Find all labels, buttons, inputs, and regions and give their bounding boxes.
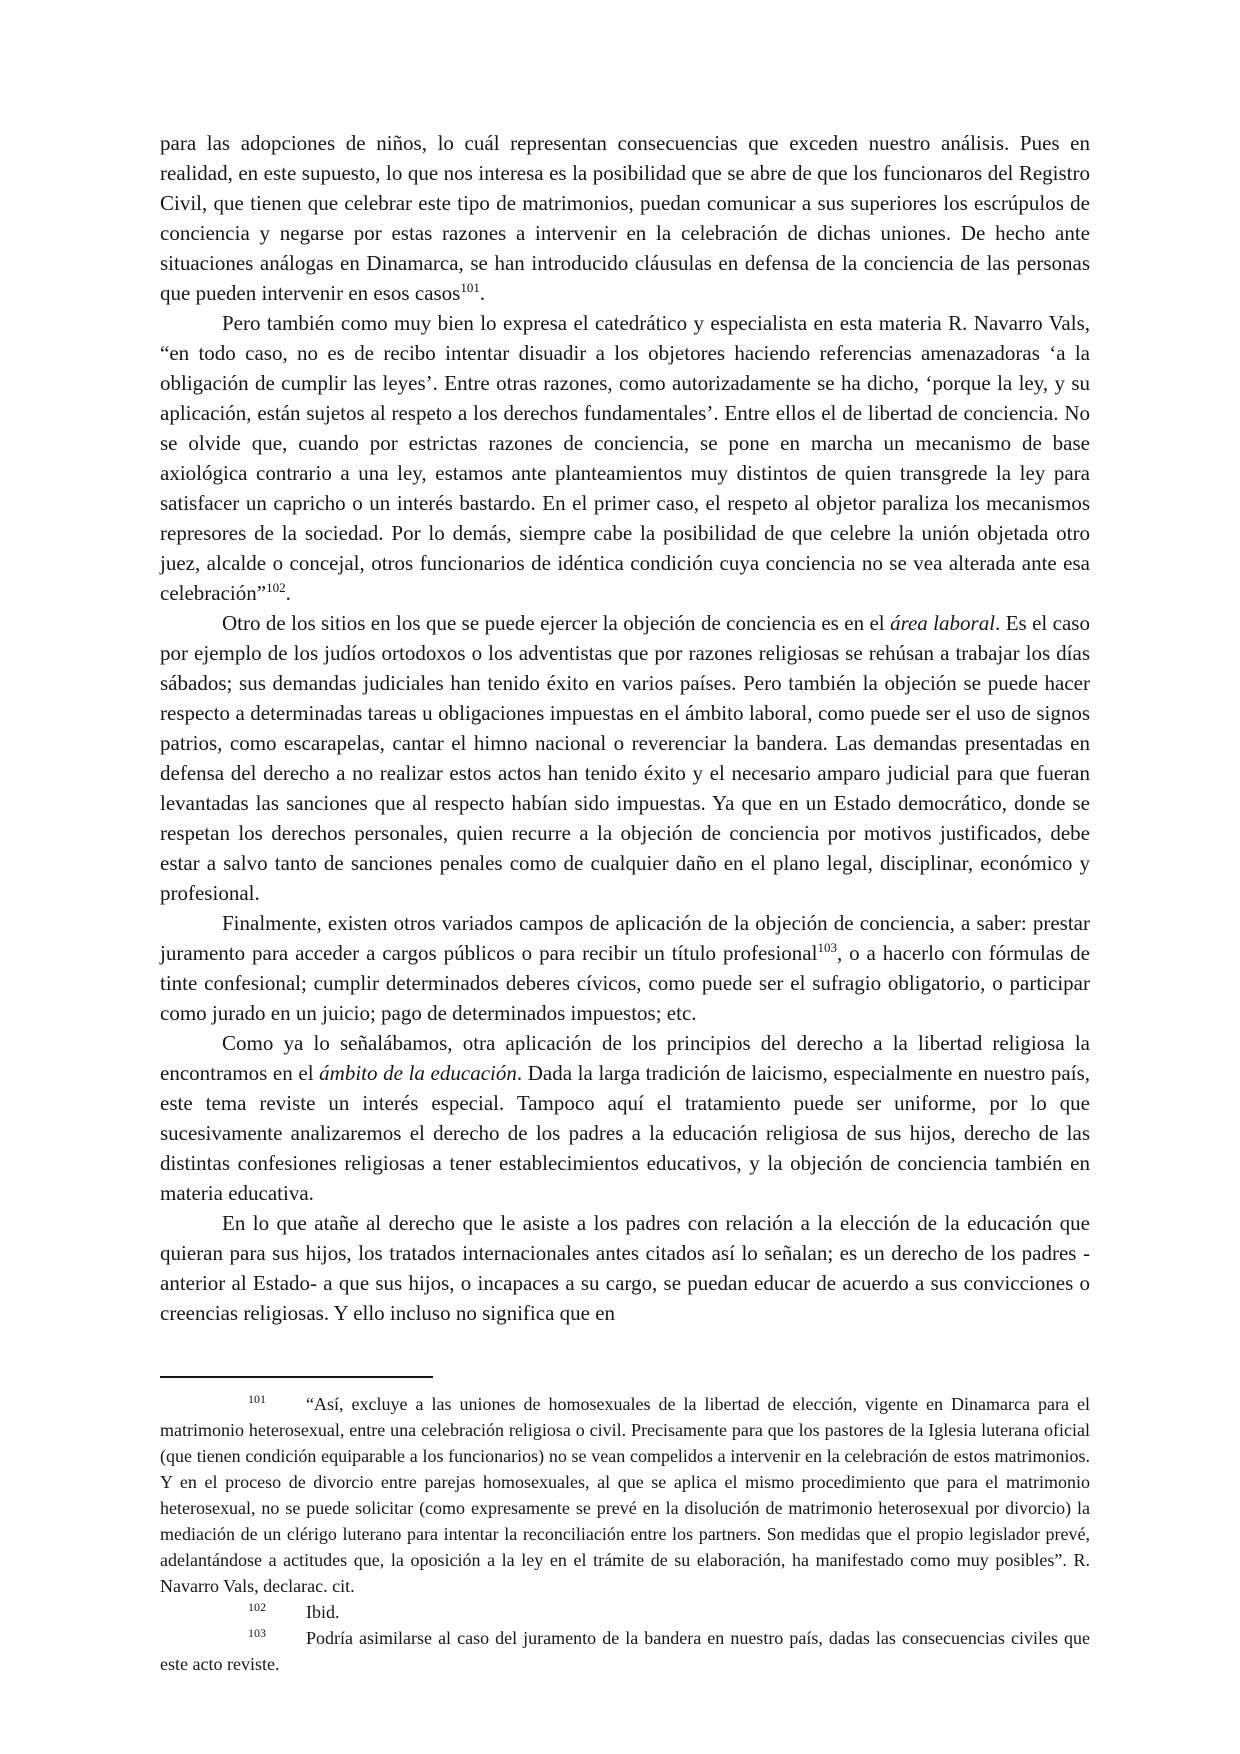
text-run: . Dada la larga tradición de laicismo, especialmente en nuestro país, este tema reviste un interés especial. Tampoco aquí el tratamiento puede ser uniforme, por lo que sucesivamente analizaremos el derecho de los padres a la educación religiosa de sus hijos, derecho de las distintas confesiones religiosas a tener establecimientos educativos, y la objeción de conciencia también en materia educativa. bbox=[160, 1061, 1090, 1205]
text-run: , o a hacerlo con fórmulas de tinte confesional; cumplir determinados deberes cívicos, como puede ser el sufragio obligatorio, o participar como jurado en un juicio; pago de determinados impuestos; etc. bbox=[160, 941, 1090, 1025]
paragraph bbox=[160, 908, 1090, 1028]
paragraph bbox=[160, 308, 1090, 608]
text-run: . Es el caso por ejemplo de los judíos ortodoxos o los adventistas que por razones religiosas se rehúsan a trabajar los días sábados; sus demandas judiciales han tenido éxito en varios países. Pero también la objeción se puede hacer respecto a determinadas tareas u obligaciones impuestas en el ámbito laboral, como puede ser el uso de signos patrios, como escarapelas, cantar el himno nacional o reverenciar la bandera. Las demandas presentadas en defensa del derecho a no realizar estos actos han tenido éxito y el necesario amparo judicial para que fueran levantadas las sanciones que al respecto habían sido impuestas. Ya que en un Estado democrático, donde se respetan los derechos personales, quien recurre a la objeción de conciencia por motivos justificados, debe estar a salvo tanto de sanciones penales como de cualquier daño en el plano legal, disciplinar, económico y profesional. bbox=[160, 611, 1090, 905]
text-run: En lo que atañe al derecho que le asiste a los padres con relación a la elección de la educación que quieran para sus hijos, los tratados internacionales antes citados así lo señalan; es un derecho de los padres -anterior al Estado- a que sus hijos, o incapaces a su cargo, se puedan educar de acuerdo a sus convicciones o creencias religiosas. Y ello incluso no significa que en bbox=[160, 1211, 1090, 1325]
paragraph bbox=[160, 1028, 1090, 1208]
text-run: Pero también como muy bien lo expresa el catedrático y especialista en esta materia R. Navarro Vals, “en todo caso, no es de recibo intentar disuadir a los objetores haciendo referencias amenazadoras ‘a la obligación de cumplir las leyes’. Entre otras razones, como autorizadamente se ha dicho, ‘porque la ley, y su aplicación, están sujetos al respeto a los derechos fundamentales’. Entre ellos el de libertad de conciencia. No se olvide que, cuando por estrictas razones de conciencia, se pone en marcha un mecanismo de base axiológica contrario a una ley, estamos ante planteamientos muy distintos de quien transgrede la ley para satisfacer un capricho o un interés bastardo. En el primer caso, el respeto al objetor paraliza los mecanismos represores de la sociedad. Por lo demás, siempre cabe la posibilidad de que celebre la unión objetada otro juez, alcalde o concejal, otros funcionarios de idéntica condición cuya conciencia no se vea alterada ante esa celebración” bbox=[160, 311, 1090, 605]
text-run: Finalmente, existen otros variados campos de aplicación de la objeción de conciencia, a saber: prestar juramento para acceder a cargos públicos o para recibir un título profesional bbox=[160, 911, 1090, 965]
footnote-number: 101 bbox=[248, 1392, 266, 1406]
footnote-separator bbox=[160, 1376, 433, 1378]
paragraph bbox=[160, 128, 1090, 308]
text-run: Podría asimilarse al caso del juramento de la bandera en nuestro país, dadas las consecuencias civiles que este acto reviste. bbox=[160, 1628, 1090, 1674]
body-text bbox=[160, 128, 1090, 1328]
footnote bbox=[160, 1391, 1090, 1599]
text-run: . bbox=[285, 581, 291, 605]
paragraph bbox=[160, 608, 1090, 908]
footnote-number: 102 bbox=[248, 1600, 266, 1614]
italic-text: área laboral bbox=[890, 611, 996, 635]
footnote bbox=[160, 1625, 1090, 1677]
text-run: “Así, excluye a las uniones de homosexuales de la libertad de elección, vigente en Dinamarca para el matrimonio heterosexual, entre una celebración religiosa o civil. Precisamente para que los pastores de la Iglesia luterana oficial (que tienen condición equiparable a los funcionarios) no se vean compelidos a intervenir en la celebración de estos matrimonios. Y en el proceso de divorcio entre parejas homosexuales, al que se aplica el mismo procedimiento que para el matrimonio heterosexual, no se puede solicitar (como expresamente se prevé en la disolución de matrimonio heterosexual por divorcio) la mediación de un clérigo luterano para intentar la reconciliación entre los partners. Son medidas que el propio legislador prevé, adelantándose a actitudes que, la oposición a la ley en el trámite de su elaboración, ha manifestado como muy posibles”. R. Navarro Vals, declarac. cit. bbox=[160, 1394, 1090, 1596]
footnote-number: 103 bbox=[248, 1626, 266, 1640]
italic-text: ámbito de la educación bbox=[319, 1061, 517, 1085]
text-run: Como ya lo señalábamos, otra aplicación de los principios del derecho a la libertad religiosa la encontramos en el bbox=[160, 1031, 1090, 1085]
footnote bbox=[160, 1599, 1090, 1625]
text-run: Ibid. bbox=[306, 1602, 340, 1622]
footnote-ref: 103 bbox=[817, 940, 837, 955]
footnotes-section bbox=[160, 1391, 1090, 1677]
text-run: . bbox=[479, 281, 486, 305]
text-run: para las adopciones de niños, lo cuál representan consecuencias que exceden nuestro análisis. Pues en realidad, en este supuesto, lo que nos interesa es la posibilidad que se abre de que los funcionaros del Registro Civil, que tienen que celebrar este tipo de matrimonios, puedan comunicar a sus superiores los escrúpulos de conciencia y negarse por estas razones a intervenir en la celebración de dichas uniones. De hecho ante situaciones análogas en Dinamarca, se han introducido cláusulas en defensa de la conciencia de las personas que pueden intervenir en esos casos bbox=[160, 131, 1090, 305]
footnote-ref: 102 bbox=[266, 580, 286, 595]
footnote-ref: 101 bbox=[460, 280, 480, 295]
paragraph bbox=[160, 1208, 1090, 1328]
text-run: Otro de los sitios en los que se puede ejercer la objeción de conciencia es en el bbox=[222, 611, 891, 635]
